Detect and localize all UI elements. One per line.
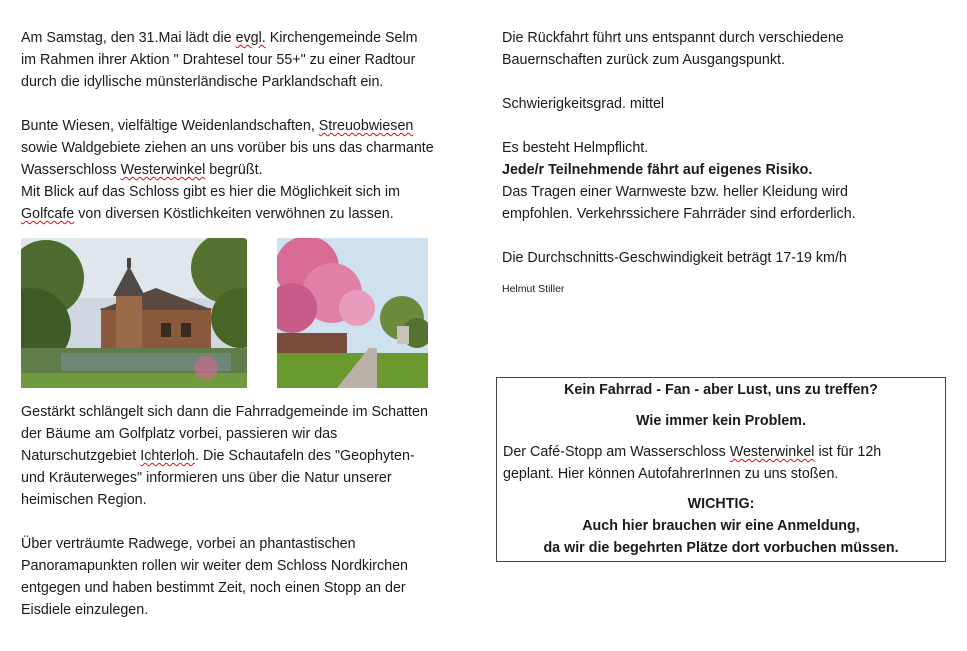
box-warning-line-2: da wir die begehrten Plätze dort vorbuchen müssen.: [543, 540, 899, 556]
text: begrüßt.: [205, 162, 263, 178]
text: Mit Blick auf das Schloss gibt es hier die Möglichkeit sich im: [21, 184, 401, 200]
text: heimischen Region.: [21, 492, 147, 508]
speed-text: Die Durchschnitts-Geschwindigkeit beträgt 17-19 km/h: [502, 250, 847, 266]
spellcheck-word: evgl.: [235, 30, 266, 46]
text: entgegen und haben bestimmt Zeit, noch einen Stopp an der: [21, 580, 406, 596]
text: der Bäume am Golfplatz vorbei, passieren wir das: [21, 426, 338, 442]
text: Panoramapunkten rollen wir weiter dem Schloss Nordkirchen: [21, 558, 408, 574]
box-subtitle: Wie immer kein Problem.: [636, 413, 806, 429]
text: durch die idyllische münsterländische Parklandschaft ein.: [21, 74, 384, 90]
text: von diversen Köstlichkeiten verwöhnen zu lassen.: [74, 206, 394, 222]
text: Kirchengemeinde Selm: [265, 30, 418, 46]
info-box: [496, 377, 946, 562]
box-warning-heading: WICHTIG:: [687, 496, 755, 512]
text: im Rahmen ihrer Aktion " Drahtesel tour 55+" zu einer Radtour: [21, 52, 416, 68]
safety-paragraph: [502, 181, 947, 225]
text: Wasserschloss: [21, 162, 121, 178]
left-column: [21, 27, 476, 621]
right-column: [502, 27, 947, 297]
text: empfohlen. Verkehrssichere Fahrräder sind erforderlich.: [502, 206, 856, 222]
route-paragraph: [21, 533, 476, 621]
text: Über verträumte Radwege, vorbei an phantastischen: [21, 536, 356, 552]
text: Bunte Wiesen, vielfältige Weidenlandschaften,: [21, 118, 319, 134]
return-paragraph: [502, 27, 947, 71]
spellcheck-word: Golfcafe: [21, 206, 75, 222]
spellcheck-word: Westerwinkel: [729, 444, 815, 460]
text: und Kräuterweges" informieren uns über die Natur unserer: [21, 470, 392, 486]
spellcheck-word: Streuobwiesen: [318, 118, 414, 134]
signature: Helmut Stiller: [502, 283, 565, 295]
text: Bauernschaften zurück zum Ausgangspunkt.: [502, 52, 785, 68]
text: geplant. Hier können AutofahrerInnen zu uns stoßen.: [503, 466, 839, 482]
text: Eisdiele einzulegen.: [21, 602, 149, 618]
landscape-paragraph: [21, 115, 476, 225]
helmet-text: Es besteht Helmpflicht.: [502, 140, 649, 156]
box-title: Kein Fahrrad - Fan - aber Lust, uns zu treffen?: [564, 382, 878, 398]
spellcheck-word: Westerwinkel: [120, 162, 206, 178]
photo-row: [21, 238, 476, 388]
difficulty-text: Schwierigkeitsgrad. mittel: [502, 96, 665, 112]
text: ist für 12h: [814, 444, 882, 460]
text: Der Café-Stopp am Wasserschloss: [503, 444, 730, 460]
text: Die Rückfahrt führt uns entspannt durch verschiedene: [502, 30, 844, 46]
spellcheck-word: Ichterloh: [140, 448, 196, 464]
box-body: [503, 441, 939, 485]
text: Naturschutzgebiet: [21, 448, 141, 464]
text: Das Tragen einer Warnweste bzw. heller Kleidung wird: [502, 184, 848, 200]
text: sowie Waldgebiete ziehen an uns vorüber bis uns das charmante: [21, 140, 434, 156]
risk-text: Jede/r Teilnehmende fährt auf eigenes Risiko.: [502, 162, 813, 178]
castle-photo: [21, 238, 247, 388]
nature-paragraph: [21, 401, 476, 511]
text: Am Samstag, den 31.Mai lädt die: [21, 30, 236, 46]
intro-paragraph: [21, 27, 476, 93]
blossom-path-photo: [277, 238, 428, 388]
box-warning-line-1: Auch hier brauchen wir eine Anmeldung,: [582, 518, 860, 534]
text: Gestärkt schlängelt sich dann die Fahrradgemeinde im Schatten: [21, 404, 428, 420]
text: . Die Schautafeln des "Geophyten-: [195, 448, 415, 464]
